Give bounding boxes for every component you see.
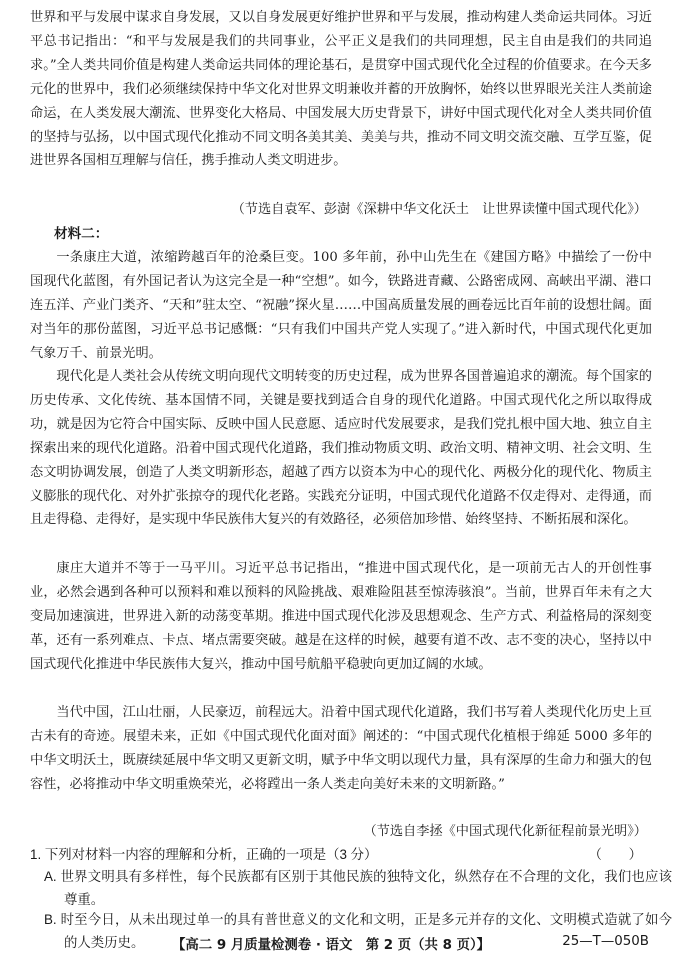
material-two-paragraph-1: 一条康庄大道，浓缩跨越百年的沧桑巨变。100 多年前，孙中山先生在《建国方略》中描绘了一份中国现代化蓝图，有外国记者认为这完全是一种“空想”。如今，铁路进青藏、公路密成网、高峡出平湖、港口连五洋、产业门类齐、“天和”驻太空、“祝融”探火星……中国高质量发展的画卷远比百年前的设想壮阔。面对当年的那份蓝图，习近平总书记感慨：“只有我们中国共产党人实现了。”进入新时代，中国式现代化更加气象万千、前景光明。 [30, 250, 652, 361]
footer-title: 【高二 9 月质量检测卷 · 语文 第 2 页（共 8 页）】 [172, 938, 491, 953]
footer-code: 25—T—050B [562, 934, 649, 949]
answer-bracket[interactable]: （ ） [588, 847, 642, 862]
material-two-heading: 材料二： [54, 226, 109, 242]
material-two-paragraph-2: 现代化是人类社会从传统文明向现代文明转变的历史过程，成为世界各国普遍追求的潮流。每个国家的历史传承、文化传统、基本国情不同，关键是要找到适合自身的现代化道路。中国式现代化之所以取得成功，就是因为它符合中国实际、反映中国人民意愿、适应时代发展要求，是我们党扎根中国大地、独立自主探索出来的现代化道路。沿着中国式现代化道路，我们推动物质文明、政治文明、精神文明、社会文明、生态文明协调发展，创造了人类文明新形态，超越了西方以资本为中心的现代化、两极分化的现代化、物质主义膨胀的现代化、对外扩张掠夺的现代化老路。实践充分证明，中国式现代化道路不仅走得对、走得通，而且走得稳、走得好，是实现中华民族伟大复兴的有效路径，必须倍加珍惜、始终坚持、不断拓展和深化。 [30, 369, 652, 528]
material-one-tail-paragraph: 世界和平与发展中谋求自身发展，又以自身发展更好维护世界和平与发展，推动构建人类命运共同体。习近平总书记指出：“和平与发展是我们的共同事业，公平正义是我们的共同理想，民主自由是我们的共同追求。”全人类共同价值是构建人类命运共同体的理论基石，是贯穿中国式现代化全过程的价值要求。在今天多元化的世界中，我们必须继续保持中华文化对世界文明兼收并蓄的开放胸怀，始终以世界眼光关注人类前途命运，在人类发展大潮流、世界变化大格局、中国发展大历史背景下，讲好中国式现代化对全人类共同价值的坚持与弘扬，以中国式现代化推动不同文明各美其美、美美与共，推动不同文明交流交融、互学互鉴，促进世界各国相互理解与信任，携手推动人类文明进步。 [30, 10, 652, 169]
option-a[interactable]: A. 世界文明具有多样性，每个民族都有区别于其他民族的独特文化，纵然存在不合理的文化，我们也应该尊重。 [44, 869, 672, 907]
material-two-paragraph-4: 当代中国，江山壮丽，人民豪迈，前程远大。沿着中国式现代化道路，我们书写着人类现代化历史上亘古未有的奇迹。展望未来，正如《中国式现代化面对面》阐述的：“中国式现代化植根于绵延 5000 多年的中华文明沃土，既赓续延展中华文明又更新文明，赋予中华文明以现代力量，具有深厚的生命力和强大的包容性，必将推动中华文明重焕荣光，必将蹚出一条人类走向美好未来的文明新路。” [30, 705, 652, 792]
material-two-source: （节选自李拯《中国式现代化新征程前景光明》） [363, 824, 647, 839]
question-1-stem: 1. 下列对材料一内容的理解和分析，正确的一项是（3 分） [30, 847, 378, 862]
question-1 [30, 844, 652, 866]
material-two-paragraph-3: 康庄大道并不等于一马平川。习近平总书记指出，“推进中国式现代化，是一项前无古人的开创性事业，必然会遇到各种可以预料和难以预料的风险挑战、艰难险阻甚至惊涛骇浪”。当前，世界百年未有之大变局加速演进，世界进入新的动荡变革期。推进中国式现代化涉及思想观念、生产方式、利益格局的深刻变革，还有一系列难点、卡点、堵点需要突破。越是在这样的时候，越要有道不改、志不变的决心，坚持以中国式现代化推进中华民族伟大复兴，推动中国号航船平稳驶向更加辽阔的水域。 [30, 561, 652, 672]
option-b[interactable]: B. 时至今日，从未出现过单一的具有普世意义的文化和文明，正是多元并存的文化、文明模式造就了如今的人类历史。 [44, 912, 672, 950]
material-one-source: （节选自袁军、彭澍《深耕中华文化沃土 让世界读懂中国式现代化》） [231, 202, 647, 217]
page-footer [0, 932, 677, 956]
